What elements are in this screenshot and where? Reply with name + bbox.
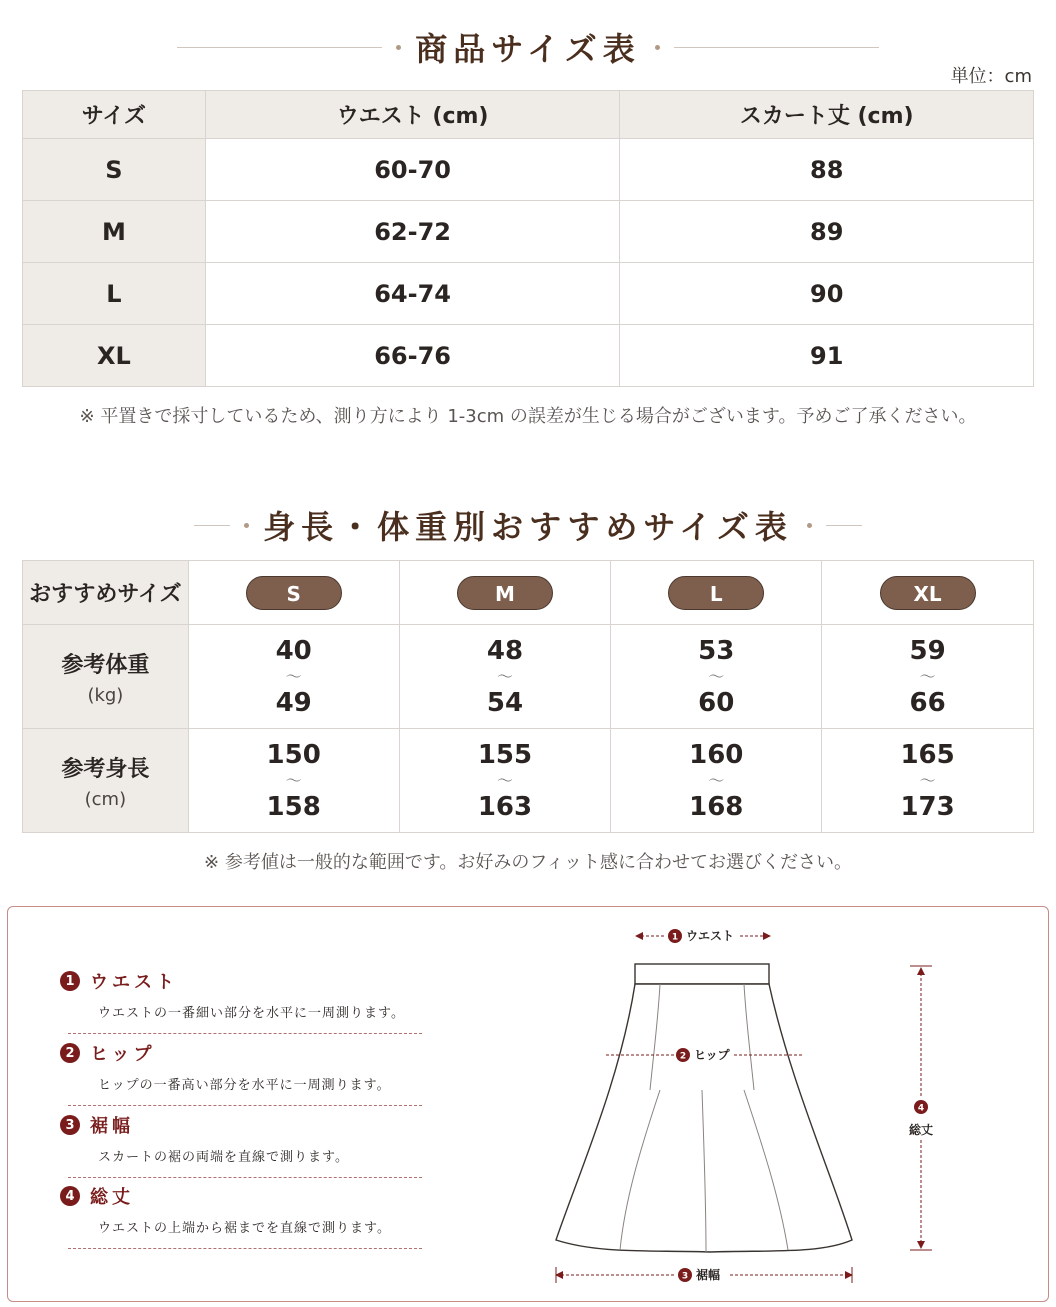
weight-range-cell xyxy=(611,625,822,729)
table-row xyxy=(23,201,1034,263)
length-cell: 89 xyxy=(620,201,1034,263)
size-table xyxy=(22,90,1034,387)
recommend-size-label: おすすめサイズ xyxy=(23,561,189,625)
hem-measure xyxy=(556,1267,852,1283)
size-cell: XL xyxy=(23,325,206,387)
svg-text:3: 3 xyxy=(681,1271,689,1282)
waist-cell: 64-74 xyxy=(205,263,620,325)
range-tilde: ～ xyxy=(919,666,936,686)
range-max: 168 xyxy=(689,791,744,822)
guide-item-name: ウエスト xyxy=(90,972,178,993)
recommend-table xyxy=(22,560,1034,833)
height-row xyxy=(23,729,1034,833)
length-measure xyxy=(909,966,933,1250)
guide-item-desc: ウエストの上端から裾までを直線で測ります。 xyxy=(98,1221,391,1236)
svg-text:4: 4 xyxy=(917,1103,925,1114)
size-pill-cell xyxy=(611,561,822,625)
size-pill: S xyxy=(246,576,342,610)
table-row xyxy=(23,139,1034,201)
range-max: 163 xyxy=(477,791,533,822)
diagram-label-waist: ウエスト xyxy=(686,929,735,943)
range-tilde: ～ xyxy=(708,666,725,686)
guide-item-length xyxy=(60,1183,422,1249)
height-range-cell xyxy=(188,729,399,833)
guide-item-head xyxy=(60,1183,422,1209)
height-range-cell xyxy=(399,729,611,833)
weight-unit: (kg) xyxy=(87,684,124,706)
size-chart-title-bar xyxy=(0,22,1056,72)
range-max: 60 xyxy=(698,687,735,718)
dashed-divider xyxy=(68,1105,422,1106)
guide-item-desc: ウエストの一番細い部分を水平に一周測ります。 xyxy=(98,1006,405,1021)
table-row xyxy=(23,263,1034,325)
weight-label: 参考体重 xyxy=(61,652,150,678)
range-tilde: ～ xyxy=(708,770,725,790)
range-min: 40 xyxy=(275,635,312,666)
range-tilde: ～ xyxy=(285,666,302,686)
title-divider-left xyxy=(194,525,230,526)
length-cell: 90 xyxy=(620,263,1034,325)
height-label-cell xyxy=(23,729,189,833)
guide-item-head xyxy=(60,968,422,994)
size-pill-cell xyxy=(399,561,611,625)
diagram-label-hip: ヒップ xyxy=(694,1048,730,1062)
guide-item-waist xyxy=(60,968,422,1034)
range-tilde: ～ xyxy=(496,666,513,686)
title-dot-left xyxy=(396,45,401,50)
size-cell: S xyxy=(23,139,206,201)
title-dot-right xyxy=(655,45,660,50)
size-pill: XL xyxy=(880,576,976,610)
length-cell: 91 xyxy=(620,325,1034,387)
dashed-divider xyxy=(68,1248,422,1249)
svg-text:2: 2 xyxy=(679,1051,687,1062)
guide-item-name: 裾幅 xyxy=(90,1116,134,1137)
waist-cell: 66-76 xyxy=(205,325,620,387)
length-cell: 88 xyxy=(620,139,1034,201)
diagram-label-length: 総丈 xyxy=(908,1123,934,1137)
range-tilde: ～ xyxy=(285,770,302,790)
title-dot-left xyxy=(244,523,249,528)
svg-text:1: 1 xyxy=(671,932,679,943)
diagram-label-hem: 裾幅 xyxy=(696,1268,721,1282)
size-cell: L xyxy=(23,263,206,325)
header-waist: ウエスト (cm) xyxy=(205,91,620,139)
size-cell: M xyxy=(23,201,206,263)
range-max: 173 xyxy=(900,791,955,822)
range-tilde: ～ xyxy=(496,770,513,790)
weight-range-cell xyxy=(822,625,1034,729)
dashed-divider xyxy=(68,1177,422,1178)
size-pill-cell xyxy=(822,561,1034,625)
waist-cell: 62-72 xyxy=(205,201,620,263)
guide-item-hip xyxy=(60,1040,422,1106)
number-badge: 2 xyxy=(60,1043,80,1063)
range-min: 165 xyxy=(900,739,955,770)
weight-row xyxy=(23,625,1034,729)
range-min: 155 xyxy=(477,739,533,770)
title-dot-right xyxy=(807,523,812,528)
size-pill-cell xyxy=(188,561,399,625)
size-pill: L xyxy=(668,576,764,610)
height-label: 参考身長 xyxy=(61,756,150,782)
guide-item-desc: スカートの裾の両端を直線で測ります。 xyxy=(98,1150,349,1165)
header-length: スカート丈 (cm) xyxy=(620,91,1034,139)
skirt-outline xyxy=(556,964,852,1252)
height-range-cell xyxy=(822,729,1034,833)
guide-item-head xyxy=(60,1040,422,1066)
range-min: 59 xyxy=(909,635,946,666)
guide-item-head xyxy=(60,1112,422,1138)
size-pill: M xyxy=(457,576,553,610)
range-min: 53 xyxy=(698,635,735,666)
guide-item-name: ヒップ xyxy=(90,1044,156,1065)
range-max: 66 xyxy=(909,687,946,718)
table-row xyxy=(23,325,1034,387)
range-max: 158 xyxy=(266,791,321,822)
height-unit: (cm) xyxy=(84,788,127,810)
range-min: 160 xyxy=(689,739,744,770)
range-min: 48 xyxy=(486,635,524,666)
weight-range-cell xyxy=(399,625,611,729)
guide-item-hem xyxy=(60,1112,422,1178)
range-max: 49 xyxy=(275,687,312,718)
recommend-size-row xyxy=(23,561,1034,625)
recommend-chart-title-bar xyxy=(0,502,1056,548)
range-max: 54 xyxy=(486,687,524,718)
skirt-diagram xyxy=(540,920,960,1294)
size-chart-title: 商品サイズ表 xyxy=(415,30,641,68)
number-badge: 1 xyxy=(60,971,80,991)
range-min: 150 xyxy=(266,739,321,770)
header-size: サイズ xyxy=(23,91,206,139)
waist-measure xyxy=(636,929,770,943)
dashed-divider xyxy=(68,1033,422,1034)
guide-item-desc: ヒップの一番高い部分を水平に一周測ります。 xyxy=(98,1078,391,1093)
waist-cell: 60-70 xyxy=(205,139,620,201)
height-range-cell xyxy=(611,729,822,833)
weight-range-cell xyxy=(188,625,399,729)
number-badge: 4 xyxy=(60,1186,80,1206)
title-divider-left xyxy=(177,47,382,48)
title-divider-right xyxy=(826,525,862,526)
recommend-chart-note: ※ 参考値は一般的な範囲です。お好みのフィット感に合わせてお選びください。 xyxy=(204,852,852,873)
recommend-chart-title: 身長・体重別おすすめサイズ表 xyxy=(263,508,793,546)
range-tilde: ～ xyxy=(919,770,936,790)
title-divider-right xyxy=(674,47,879,48)
unit-label: 単位：cm xyxy=(950,66,1032,87)
size-table-header-row xyxy=(23,91,1034,139)
weight-label-cell xyxy=(23,625,189,729)
number-badge: 3 xyxy=(60,1115,80,1135)
size-chart-note: ※ 平置きで採寸しているため、測り方により 1-3cm の誤差が生じる場合がございます。予めご了承ください。 xyxy=(79,406,977,427)
guide-item-name: 総丈 xyxy=(90,1187,134,1208)
